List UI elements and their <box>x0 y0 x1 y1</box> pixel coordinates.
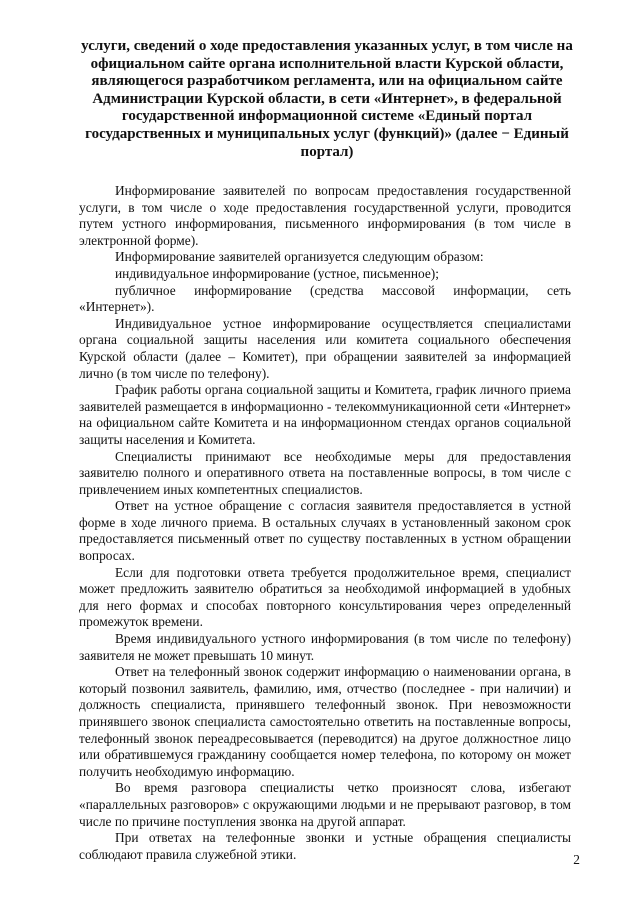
paragraph: Информирование заявителей по вопросам предоставления государственной услуги, в том числе о ходе предоставления государственной услуги, проводится путем устного информирования, письменного информирования (в том числе в электронной форме). <box>79 183 571 248</box>
paragraph: индивидуальное информирование (устное, письменное); <box>115 265 439 281</box>
section-heading: услуги, сведений о ходе предоставления указанных услуг, в том числе на официальном сайте органа исполнительной власти Курской области, являющегося разработчиком регламента, или на официальном сайте Администрации Курской области, в сети «Интернет», в федеральной государственной информационной системе «Единый портал государственных и муниципальных услуг (функций)» (далее − Единый портал) <box>81 38 573 160</box>
paragraph: Во время разговора специалисты четко произносят слова, избегают «параллельных разговоров» с окружающими людьми и не прерывают разговор, в том числе по причине поступления звонка на другой аппарат. <box>79 780 571 829</box>
page-number: 2 <box>573 852 580 867</box>
paragraph: публичное информирование (средства массовой информации, сеть «Интернет»). <box>79 282 571 315</box>
body-text <box>79 183 571 863</box>
paragraph: При ответах на телефонные звонки и устные обращения специалисты соблюдают правила служебной этики. <box>79 830 571 862</box>
paragraph: Информирование заявителей организуется следующим образом: <box>115 249 484 265</box>
paragraph: График работы органа социальной защиты и Комитета, график личного приема заявителей размещается в информационно - телекоммуникационной сети «Интернет» на официальном сайте Комитета и на информационном стендах органов социальной защиты населения и Комитета. <box>79 382 571 447</box>
paragraph: Время индивидуального устного информирования (в том числе по телефону) заявителя не может превышать 10 минут. <box>79 631 571 663</box>
paragraph: Индивидуальное устное информирование осуществляется специалистами органа социальной защиты населения или комитета социального обеспечения Курской области (далее – Комитет), при обращении заявителей за информацией лично (в том числе по телефону). <box>79 315 571 381</box>
paragraph: Ответ на устное обращение с согласия заявителя предоставляется в устной форме в ходе личного приема. В остальных случаях в установленный законом срок предоставляется письменный ответ по существу поставленных в устном обращении вопросах. <box>79 498 571 564</box>
paragraph: Ответ на телефонный звонок содержит информацию о наименовании органа, в который позвонил заявитель, фамилию, имя, отчество (последнее - при наличии) и должность специалиста, принявшего телефонный звонок. При невозможности принявшего звонок специалиста самостоятельно ответить на поставленные вопросы, телефонный звонок переадресовывается (переводится) на другое должностное лицо или обратившемуся гражданину сообщается номер телефона, по которому он может получить необходимую информацию. <box>79 664 571 779</box>
paragraph: Если для подготовки ответа требуется продолжительное время, специалист может предложить заявителю обратиться за необходимой информацией в удобных для него формах и способах повторного консультирования через определенный промежуток времени. <box>79 564 571 630</box>
paragraph: Специалисты принимают все необходимые меры для предоставления заявителю полного и оперативного ответа на поставленные вопросы, в том числе с привлечением иных компетентных специалистов. <box>79 448 571 497</box>
